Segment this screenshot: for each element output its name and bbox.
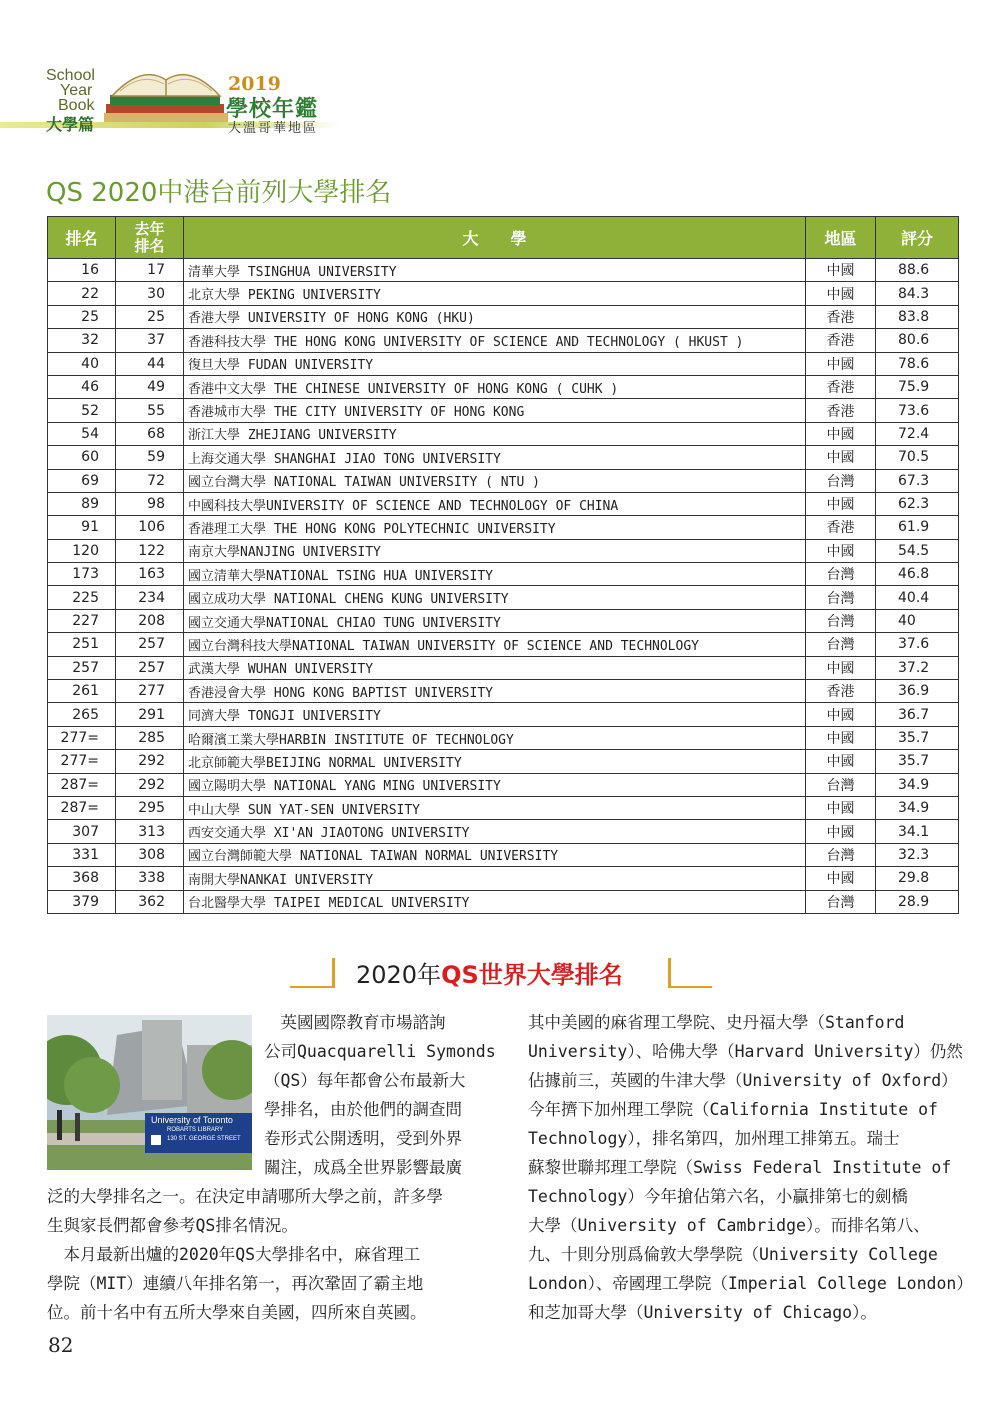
sign-line2: ROBARTS LIBRARY	[167, 1127, 224, 1133]
prev-rank-cell: 37	[116, 329, 184, 352]
prev-rank-cell: 30	[116, 282, 184, 305]
rank-cell: 225	[48, 586, 116, 609]
prev-rank-cell: 338	[116, 867, 184, 890]
header-region: 地區	[806, 217, 876, 259]
region-cell: 中國	[806, 750, 876, 773]
rank-cell: 91	[48, 516, 116, 539]
table-row	[48, 796, 959, 819]
prev-rank-cell: 308	[116, 843, 184, 866]
university-cell: 上海交通大學 SHANGHAI JIAO TONG UNIVERSITY	[184, 446, 806, 469]
rank-cell: 277=	[48, 750, 116, 773]
university-cell: 武漢大學 WUHAN UNIVERSITY	[184, 656, 806, 679]
table-row	[48, 352, 959, 375]
logo-text-book: Book	[58, 97, 95, 114]
text-line: University）、哈佛大學（Harvard University）仍然	[528, 1042, 963, 1061]
prev-rank-cell: 25	[116, 305, 184, 328]
text-line: 九、十則分別爲倫敦大學學院（University College	[528, 1245, 938, 1264]
university-cell: 浙江大學 ZHEJIANG UNIVERSITY	[184, 422, 806, 445]
table-row	[48, 586, 959, 609]
region-cell: 中國	[806, 492, 876, 515]
table-row	[48, 633, 959, 656]
score-cell: 54.5	[876, 539, 959, 562]
header-prev-rank-line1: 去年	[134, 219, 165, 238]
score-cell: 73.6	[876, 399, 959, 422]
table-row	[48, 305, 959, 328]
prev-rank-cell: 98	[116, 492, 184, 515]
rank-cell: 173	[48, 563, 116, 586]
campus-illustration	[47, 1015, 252, 1170]
table-row	[48, 539, 959, 562]
text-line: 英國國際教育市場諮詢	[264, 1013, 446, 1032]
university-cell: 國立成功大學 NATIONAL CHENG KUNG UNIVERSITY	[184, 586, 806, 609]
paragraph-intro-continued	[47, 1182, 488, 1240]
university-cell: 同濟大學 TONGJI UNIVERSITY	[184, 703, 806, 726]
table-row	[48, 726, 959, 749]
score-cell: 62.3	[876, 492, 959, 515]
logo-section-label: 大學篇	[46, 115, 95, 134]
score-cell: 80.6	[876, 329, 959, 352]
prev-rank-cell: 234	[116, 586, 184, 609]
prev-rank-cell: 291	[116, 703, 184, 726]
university-cell: 台北醫學大學 TAIPEI MEDICAL UNIVERSITY	[184, 890, 806, 913]
university-cell: 南京大學NANJING UNIVERSITY	[184, 539, 806, 562]
table-row	[48, 656, 959, 679]
logo-region: 大溫哥華地區	[228, 121, 319, 136]
university-cell: 北京大學 PEKING UNIVERSITY	[184, 282, 806, 305]
table-row	[48, 516, 959, 539]
table-row	[48, 867, 959, 890]
text-line: 今年擠下加州理工學院（California Institute of	[528, 1100, 938, 1119]
text-line: 佔據前三，英國的牛津大學（University of Oxford）	[528, 1071, 958, 1090]
header-prev-rank	[116, 217, 184, 259]
text-line: 蘇黎世聯邦理工學院（Swiss Federal Institute of	[528, 1158, 952, 1177]
table-row	[48, 680, 959, 703]
university-cell: 復旦大學 FUDAN UNIVERSITY	[184, 352, 806, 375]
university-cell: 香港中文大學 THE CHINESE UNIVERSITY OF HONG KONG ( CUHK )	[184, 375, 806, 398]
table-header-row	[48, 217, 959, 259]
rank-cell: 331	[48, 843, 116, 866]
text-line: 卷形式公開透明，受到外界	[264, 1129, 462, 1148]
table-row	[48, 282, 959, 305]
ranking-table	[47, 216, 959, 914]
rank-cell: 379	[48, 890, 116, 913]
text-line: 泛的大學排名之一。在決定申請哪所大學之前，許多學	[47, 1187, 443, 1206]
university-cell: 中國科技大學UNIVERSITY OF SCIENCE AND TECHNOLOGY OF CHINA	[184, 492, 806, 515]
score-cell: 29.8	[876, 867, 959, 890]
region-cell: 中國	[806, 352, 876, 375]
prev-rank-cell: 257	[116, 633, 184, 656]
prev-rank-cell: 292	[116, 750, 184, 773]
score-cell: 84.3	[876, 282, 959, 305]
text-line: 關注，成爲全世界影響最廣	[264, 1158, 462, 1177]
header-university: 大 學	[184, 217, 806, 259]
prev-rank-cell: 55	[116, 399, 184, 422]
region-cell: 香港	[806, 399, 876, 422]
rank-cell: 251	[48, 633, 116, 656]
section-right-line	[668, 986, 712, 988]
score-cell: 46.8	[876, 563, 959, 586]
rank-cell: 227	[48, 609, 116, 632]
score-cell: 70.5	[876, 446, 959, 469]
table-row	[48, 259, 959, 282]
rank-cell: 261	[48, 680, 116, 703]
region-cell: 中國	[806, 282, 876, 305]
region-cell: 中國	[806, 703, 876, 726]
table-row	[48, 890, 959, 913]
prev-rank-cell: 106	[116, 516, 184, 539]
table-row	[48, 563, 959, 586]
rank-cell: 22	[48, 282, 116, 305]
header-score: 評分	[876, 217, 959, 259]
prev-rank-cell: 163	[116, 563, 184, 586]
score-cell: 67.3	[876, 469, 959, 492]
region-cell: 台灣	[806, 773, 876, 796]
university-cell: 南開大學NANKAI UNIVERSITY	[184, 867, 806, 890]
table-title: QS 2020中港台前列大學排名	[46, 178, 392, 208]
table-row	[48, 750, 959, 773]
rank-cell: 120	[48, 539, 116, 562]
rank-cell: 60	[48, 446, 116, 469]
table-row	[48, 469, 959, 492]
prev-rank-cell: 362	[116, 890, 184, 913]
rank-cell: 287=	[48, 773, 116, 796]
text-line: 其中美國的麻省理工學院、史丹福大學（Stanford	[528, 1013, 905, 1032]
rank-cell: 25	[48, 305, 116, 328]
table-row	[48, 609, 959, 632]
prev-rank-cell: 285	[116, 726, 184, 749]
table-row	[48, 375, 959, 398]
region-cell: 台灣	[806, 633, 876, 656]
sign-line1: University of Toronto	[151, 1115, 233, 1125]
page-number: 82	[48, 1333, 74, 1357]
section-right-bar	[668, 958, 671, 988]
rank-cell: 40	[48, 352, 116, 375]
rank-cell: 46	[48, 375, 116, 398]
text-line: 學排名，由於他們的調查問	[264, 1100, 462, 1119]
prev-rank-cell: 292	[116, 773, 184, 796]
rank-cell: 16	[48, 259, 116, 282]
table-row	[48, 492, 959, 515]
rank-cell: 257	[48, 656, 116, 679]
text-line: 位。前十名中有五所大學來自美國，四所來自英國。	[47, 1303, 427, 1322]
university-cell: 國立清華大學NATIONAL TSING HUA UNIVERSITY	[184, 563, 806, 586]
section-left-line	[290, 986, 334, 988]
rank-cell: 368	[48, 867, 116, 890]
table-row	[48, 329, 959, 352]
text-line: 學院（MIT）連續八年排名第一，再次鞏固了霸主地	[47, 1274, 424, 1293]
rank-cell: 54	[48, 422, 116, 445]
prev-rank-cell: 208	[116, 609, 184, 632]
region-cell: 中國	[806, 446, 876, 469]
rank-cell: 32	[48, 329, 116, 352]
prev-rank-cell: 44	[116, 352, 184, 375]
section-title-prefix: 2020年	[356, 961, 442, 989]
university-cell: 香港大學 UNIVERSITY OF HONG KONG (HKU)	[184, 305, 806, 328]
table-row	[48, 703, 959, 726]
university-cell: 中山大學 SUN YAT-SEN UNIVERSITY	[184, 796, 806, 819]
text-line: 本月最新出爐的2020年QS大學排名中，麻省理工	[47, 1245, 421, 1264]
university-cell: 清華大學 TSINGHUA UNIVERSITY	[184, 259, 806, 282]
prev-rank-cell: 49	[116, 375, 184, 398]
section-left-bar	[332, 958, 335, 988]
rank-cell: 287=	[48, 796, 116, 819]
score-cell: 35.7	[876, 726, 959, 749]
region-cell: 香港	[806, 329, 876, 352]
table-row	[48, 773, 959, 796]
university-cell: 國立陽明大學 NATIONAL YANG MING UNIVERSITY	[184, 773, 806, 796]
region-cell: 香港	[806, 516, 876, 539]
region-cell: 中國	[806, 726, 876, 749]
score-cell: 37.2	[876, 656, 959, 679]
books-illustration	[102, 58, 230, 128]
prev-rank-cell: 59	[116, 446, 184, 469]
prev-rank-cell: 72	[116, 469, 184, 492]
university-cell: 國立台灣科技大學NATIONAL TAIWAN UNIVERSITY OF SCIENCE AND TECHNOLOGY	[184, 633, 806, 656]
score-cell: 36.9	[876, 680, 959, 703]
region-cell: 台灣	[806, 469, 876, 492]
section-title-highlight: QS世界大學排名	[441, 961, 623, 989]
score-cell: 34.1	[876, 820, 959, 843]
section-title	[356, 955, 623, 990]
rank-cell: 265	[48, 703, 116, 726]
text-line: 和芝加哥大學（University of Chicago）。	[528, 1303, 877, 1322]
region-cell: 香港	[806, 305, 876, 328]
region-cell: 中國	[806, 820, 876, 843]
score-cell: 61.9	[876, 516, 959, 539]
prev-rank-cell: 277	[116, 680, 184, 703]
score-cell: 37.6	[876, 633, 959, 656]
region-cell: 中國	[806, 422, 876, 445]
score-cell: 40	[876, 609, 959, 632]
score-cell: 34.9	[876, 773, 959, 796]
text-line: London）、帝國理工學院（Imperial College London）	[528, 1274, 973, 1293]
prev-rank-cell: 122	[116, 539, 184, 562]
text-line: 大學（University of Cambridge）。而排名第八、	[528, 1216, 930, 1235]
table-body	[48, 259, 959, 914]
prev-rank-cell: 17	[116, 259, 184, 282]
sign-line3: 130 ST. GEORGE STREET	[167, 1136, 241, 1142]
score-cell: 75.9	[876, 375, 959, 398]
logo-text-year: Year	[60, 82, 93, 99]
region-cell: 台灣	[806, 586, 876, 609]
rank-cell: 52	[48, 399, 116, 422]
region-cell: 香港	[806, 680, 876, 703]
university-cell: 西安交通大學 XI'AN JIAOTONG UNIVERSITY	[184, 820, 806, 843]
score-cell: 32.3	[876, 843, 959, 866]
paragraph-mit	[47, 1240, 488, 1327]
logo-book-title: 學校年鑑	[226, 97, 319, 122]
text-line: Technology）今年搶佔第六名，小贏排第七的劍橋	[528, 1187, 908, 1206]
university-cell: 國立交通大學NATIONAL CHIAO TUNG UNIVERSITY	[184, 609, 806, 632]
header-rank: 排名	[48, 217, 116, 259]
score-cell: 35.7	[876, 750, 959, 773]
region-cell: 台灣	[806, 843, 876, 866]
score-cell: 34.9	[876, 796, 959, 819]
paragraph-intro	[264, 1008, 496, 1182]
region-cell: 台灣	[806, 890, 876, 913]
score-cell: 28.9	[876, 890, 959, 913]
logo-text-school: School	[46, 67, 95, 84]
score-cell: 83.8	[876, 305, 959, 328]
region-cell: 中國	[806, 656, 876, 679]
university-cell: 香港浸會大學 HONG KONG BAPTIST UNIVERSITY	[184, 680, 806, 703]
rank-cell: 89	[48, 492, 116, 515]
prev-rank-cell: 257	[116, 656, 184, 679]
prev-rank-cell: 295	[116, 796, 184, 819]
score-cell: 78.6	[876, 352, 959, 375]
table-row	[48, 422, 959, 445]
text-line: Technology），排名第四，加州理工排第五。瑞士	[528, 1129, 900, 1148]
rank-cell: 69	[48, 469, 116, 492]
region-cell: 中國	[806, 539, 876, 562]
table-row	[48, 820, 959, 843]
region-cell: 中國	[806, 259, 876, 282]
table-row	[48, 446, 959, 469]
university-cell: 香港理工大學 THE HONG KONG POLYTECHNIC UNIVERSITY	[184, 516, 806, 539]
rank-cell: 277=	[48, 726, 116, 749]
region-cell: 台灣	[806, 563, 876, 586]
logo-year: 2019	[228, 73, 281, 95]
region-cell: 中國	[806, 867, 876, 890]
university-cell: 北京師範大學BEIJING NORMAL UNIVERSITY	[184, 750, 806, 773]
table-row	[48, 399, 959, 422]
university-photo	[47, 1015, 252, 1170]
region-cell: 台灣	[806, 609, 876, 632]
university-cell: 國立台灣大學 NATIONAL TAIWAN UNIVERSITY ( NTU )	[184, 469, 806, 492]
score-cell: 36.7	[876, 703, 959, 726]
region-cell: 香港	[806, 375, 876, 398]
header-prev-rank-line2: 排名	[134, 236, 165, 255]
university-cell: 香港城市大學 THE CITY UNIVERSITY OF HONG KONG	[184, 399, 806, 422]
paragraph-top-ten	[528, 1008, 973, 1327]
text-line: （QS）每年都會公布最新大	[264, 1071, 466, 1090]
text-line: 生與家長們都會參考QS排名情況。	[47, 1216, 298, 1235]
university-cell: 國立台灣師範大學 NATIONAL TAIWAN NORMAL UNIVERSITY	[184, 843, 806, 866]
university-cell: 哈爾濱工業大學HARBIN INSTITUTE OF TECHNOLOGY	[184, 726, 806, 749]
prev-rank-cell: 68	[116, 422, 184, 445]
rank-cell: 307	[48, 820, 116, 843]
score-cell: 40.4	[876, 586, 959, 609]
region-cell: 中國	[806, 796, 876, 819]
score-cell: 88.6	[876, 259, 959, 282]
table-row	[48, 843, 959, 866]
prev-rank-cell: 313	[116, 820, 184, 843]
text-line: 公司Quacquarelli Symonds	[264, 1042, 496, 1061]
score-cell: 72.4	[876, 422, 959, 445]
university-cell: 香港科技大學 THE HONG KONG UNIVERSITY OF SCIENCE AND TECHNOLOGY ( HKUST )	[184, 329, 806, 352]
